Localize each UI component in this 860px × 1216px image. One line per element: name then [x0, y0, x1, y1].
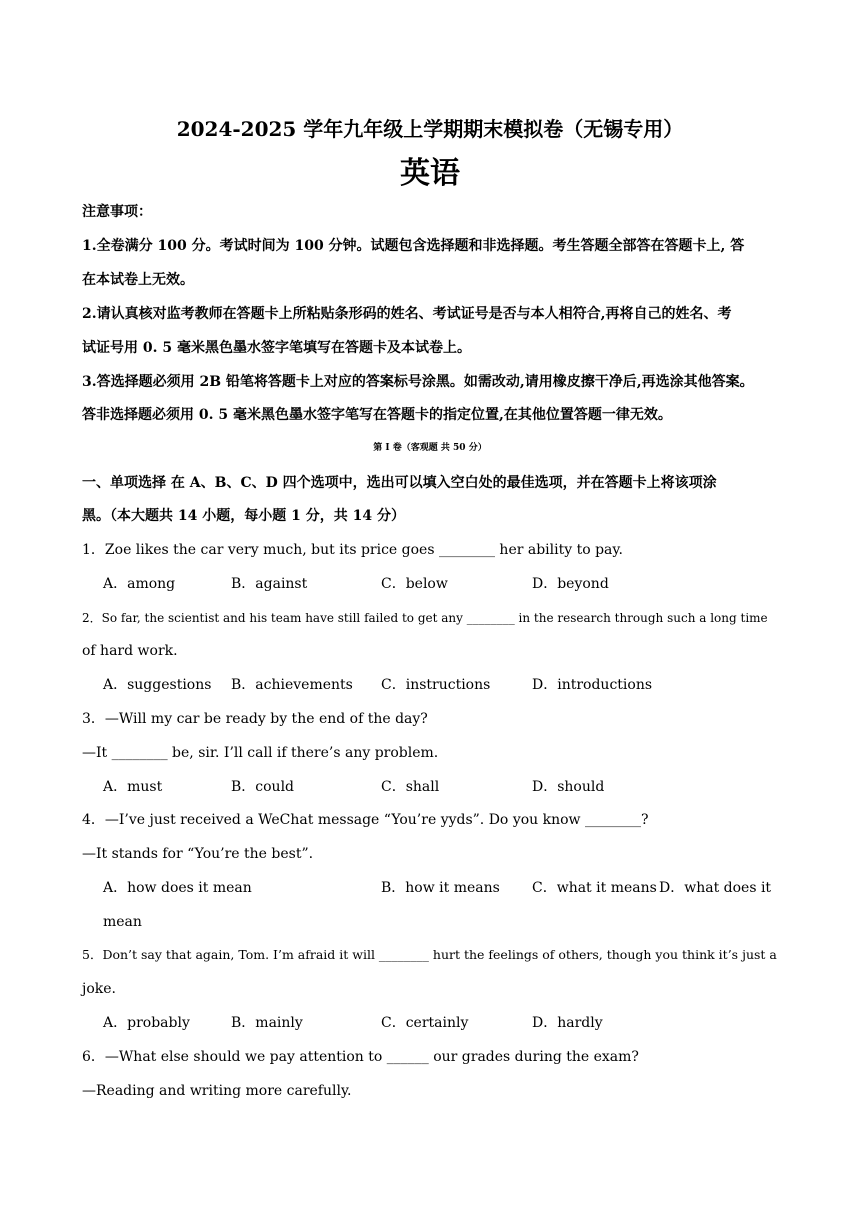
question-5-option-b: B．mainly	[231, 1015, 303, 1031]
question-4-option-b: B．how it means	[381, 880, 500, 896]
question-4-option-d-cont: mean	[103, 914, 142, 930]
question-2-stem: 2．So far, the scientist and his team have still failed to get any ________ in the research through such a long time	[82, 611, 768, 625]
question-2-option-c: C．instructions	[381, 677, 491, 693]
question-3-option-d: D．should	[532, 779, 605, 795]
notes-line: 3.答选择题必须用 2B 铅笔将答题卡上对应的答案标号涂黑。如需改动,请用橡皮擦干净后,再选涂其他答案。	[82, 374, 754, 390]
question-5-option-d: D．hardly	[532, 1015, 603, 1031]
question-4-option-d: D．what does it	[659, 880, 772, 896]
question-2-option-d: D．introductions	[532, 677, 653, 693]
question-5-option-a: A．probably	[103, 1015, 190, 1031]
question-1-option-c: C．below	[381, 576, 448, 592]
volume-heading: 第 I 卷（客观题 共 50 分）	[373, 443, 487, 453]
question-2-option-b: B．achievements	[231, 677, 353, 693]
question-4-option-c: C．what it means	[532, 880, 657, 896]
question-2-stem-cont: of hard work.	[82, 643, 178, 659]
notes-line: 在本试卷上无效。	[82, 272, 194, 288]
question-2-option-a: A．suggestions	[103, 677, 212, 693]
question-5-stem: 5．Don’t say that again, Tom. I’m afraid it will ________ hurt the feelings of others, though you think it’s just a	[82, 947, 777, 962]
notes-line: 答非选择题必须用 0. 5 毫米黑色墨水签字笔写在答题卡的指定位置,在其他位置答题一律无效。	[82, 407, 672, 423]
question-1-option-a: A．among	[103, 576, 176, 592]
subject-title: 英语	[400, 156, 460, 191]
question-4-option-a: A．how does it mean	[103, 880, 252, 896]
question-3-stem-cont: —It ________ be, sir. I’ll call if there’s any problem.	[82, 745, 439, 761]
question-4-stem: 4．—I’ve just received a WeChat message “You’re yyds”. Do you know ________?	[82, 812, 649, 828]
question-1-option-b: B．against	[231, 576, 308, 592]
question-3-stem: 3．—Will my car be ready by the end of the day?	[82, 711, 428, 727]
question-3-option-b: B．could	[231, 779, 295, 795]
question-6-stem: 6．—What else should we pay attention to ______ our grades during the exam?	[82, 1049, 639, 1065]
section-instruction: 黑。（本大题共 14 小题，每小题 1 分，共 14 分）	[82, 508, 405, 524]
question-3-option-c: C．shall	[381, 779, 440, 795]
notes-line: 试证号用 0. 5 毫米黑色墨水签字笔填写在答题卡及本试卷上。	[82, 340, 471, 356]
question-5-option-c: C．certainly	[381, 1015, 469, 1031]
exam-title: 2024-2025 学年九年级上学期期末模拟卷（无锡专用）	[176, 117, 684, 141]
question-1-option-d: D．beyond	[532, 576, 609, 592]
notes-heading: 注意事项：	[82, 204, 152, 220]
question-4-stem-cont: —It stands for “You’re the best”.	[82, 846, 314, 862]
question-3-option-a: A．must	[103, 779, 163, 795]
notes-line: 1.全卷满分 100 分。考试时间为 100 分钟。试题包含选择题和非选择题。考生答题全部答在答题卡上, 答	[82, 238, 745, 254]
question-5-stem-cont: joke.	[82, 981, 116, 997]
section-instruction: 一、单项选择 在 A、B、C、D 四个选项中，选出可以填入空白处的最佳选项，并在答题卡上将该项涂	[82, 475, 717, 491]
notes-line: 2.请认真核对监考教师在答题卡上所粘贴条形码的姓名、考试证号是否与本人相符合,再将自己的姓名、考	[82, 306, 732, 322]
question-6-stem-cont: —Reading and writing more carefully.	[82, 1083, 352, 1099]
question-1-stem: 1．Zoe likes the car very much, but its price goes ________ her ability to pay.	[82, 542, 623, 558]
